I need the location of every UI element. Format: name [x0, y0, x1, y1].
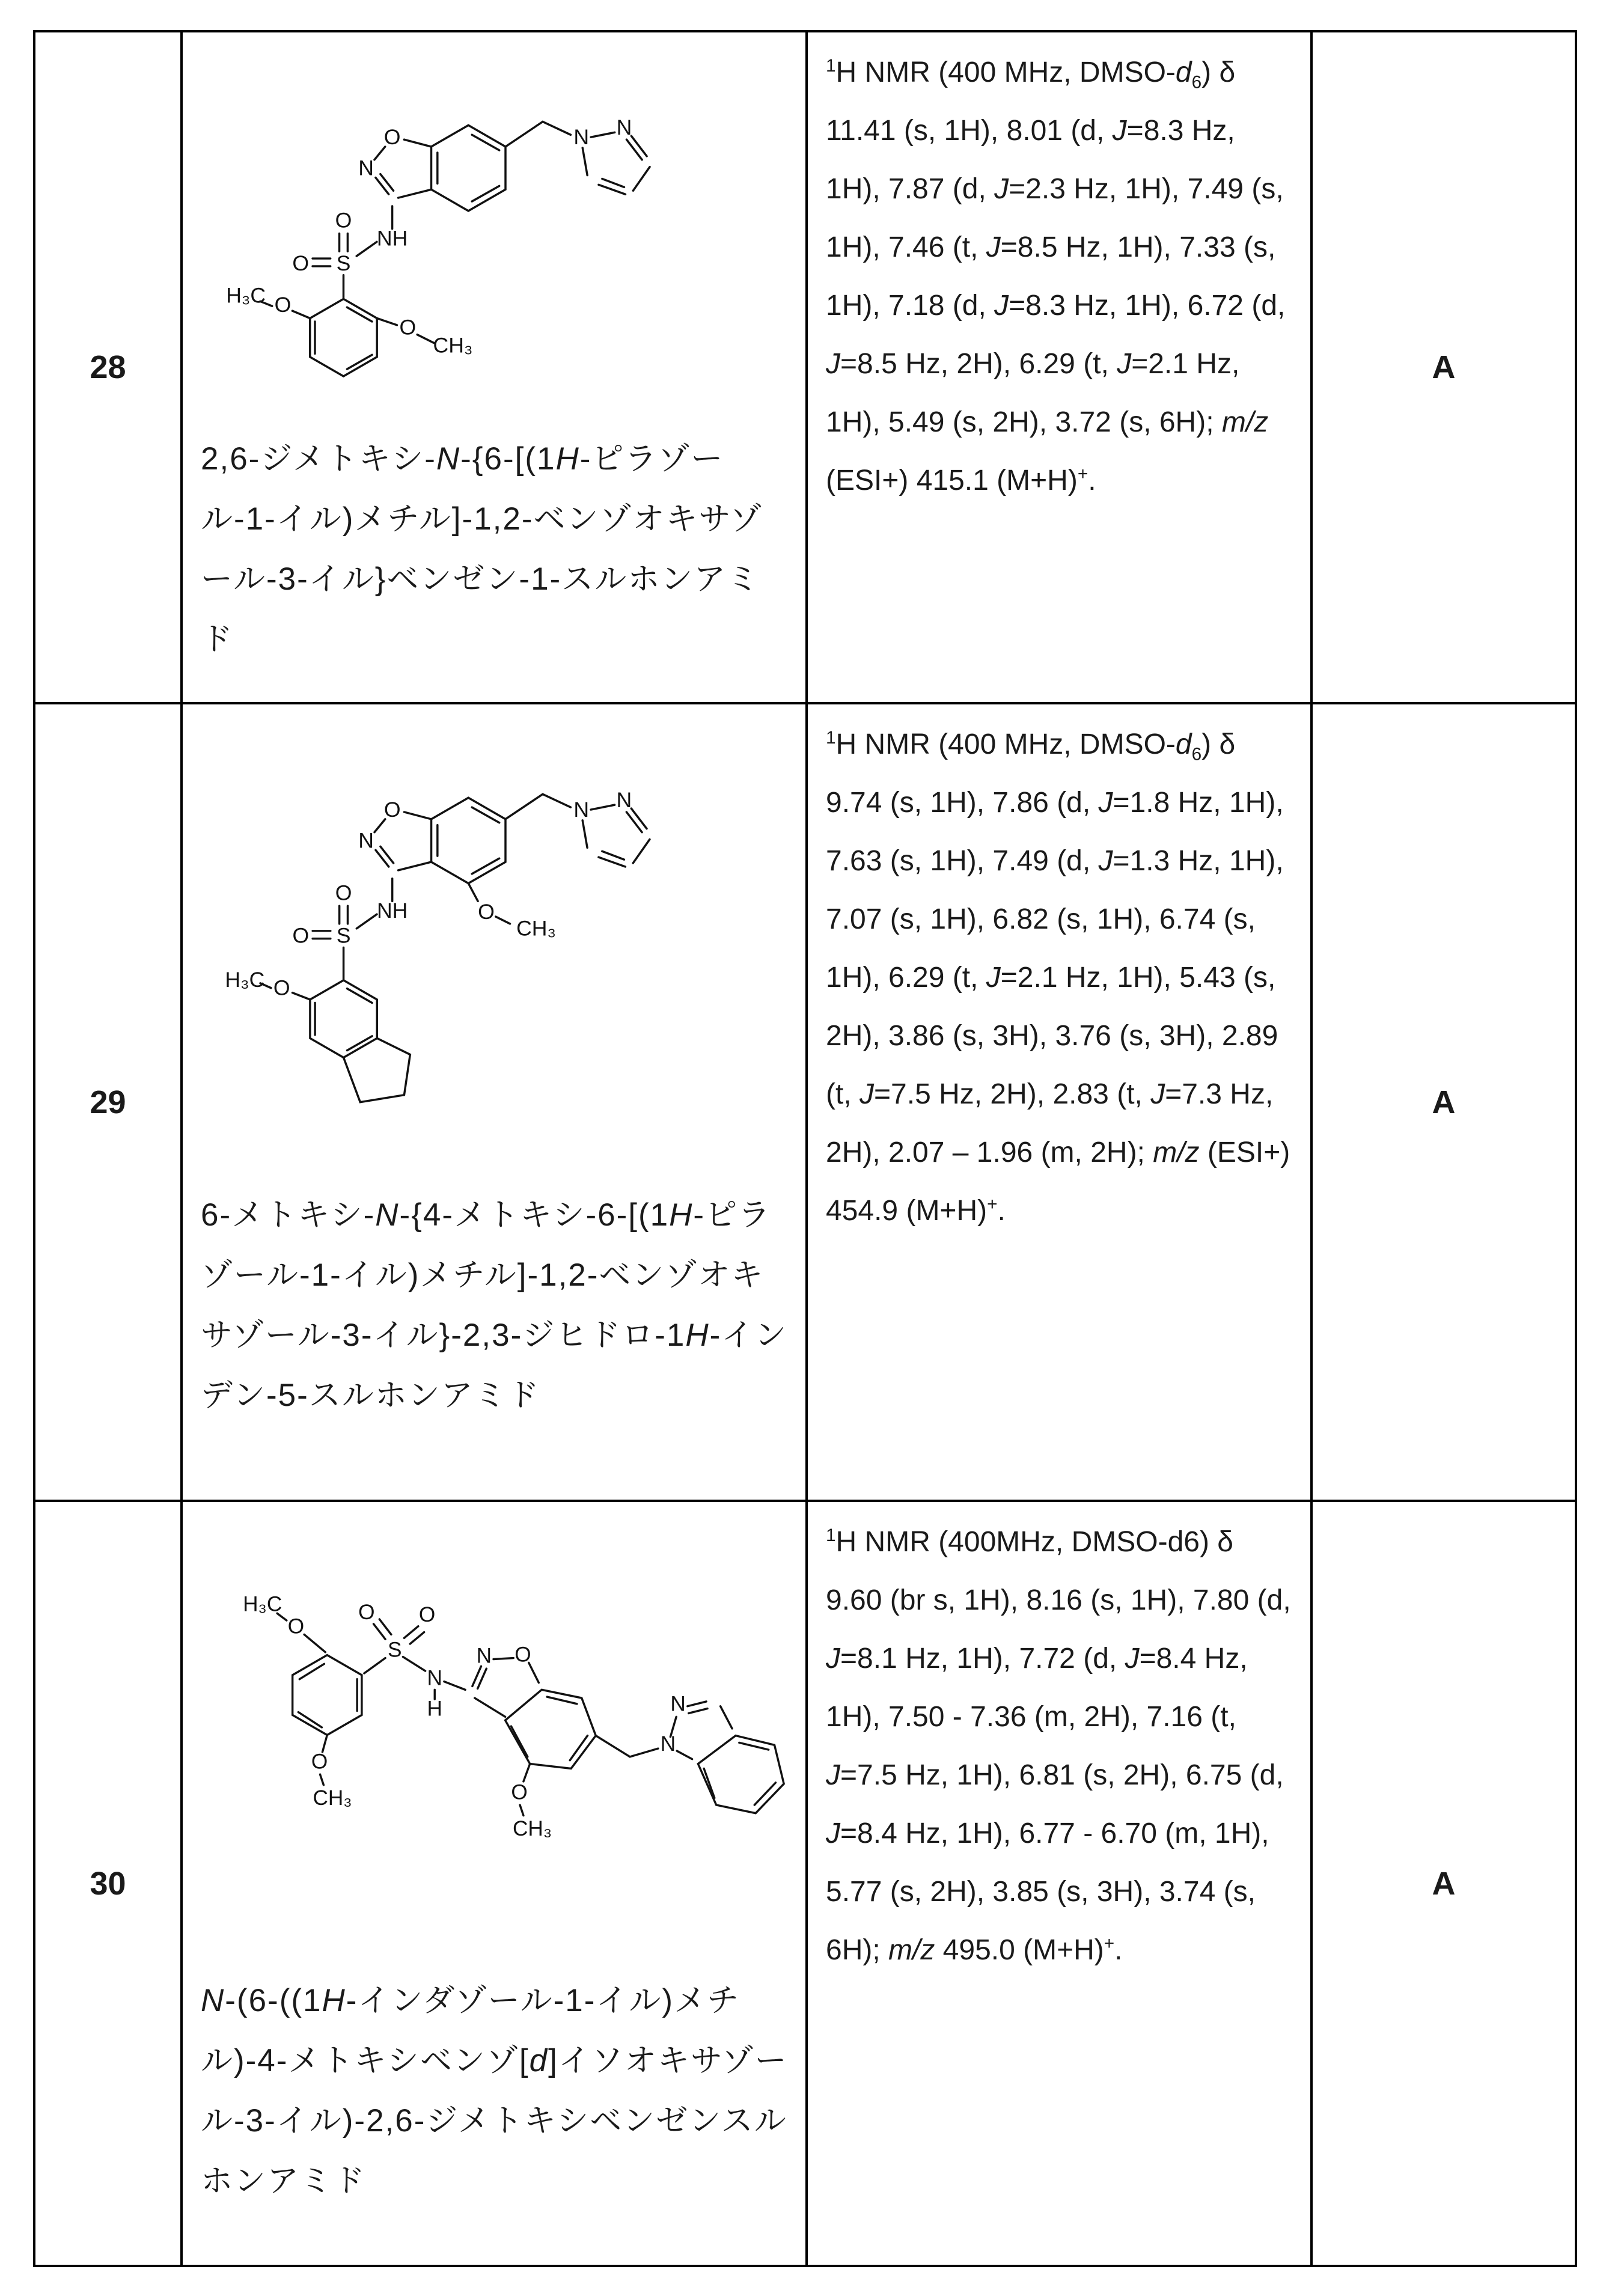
atom-o-sulfonyl-top: O [335, 880, 352, 905]
structure-30-diagram [201, 1574, 789, 1904]
atom-n-indazole-1: N [660, 1732, 676, 1756]
atom-s: S [336, 923, 351, 948]
table-row [34, 703, 1576, 1501]
atom-n-isoxazole: N [476, 1643, 492, 1667]
atom-n-isoxazole: N [358, 156, 374, 180]
atom-n-indazole-2: N [670, 1692, 686, 1716]
structure-28-diagram [201, 85, 766, 382]
atom-o-methoxy-left: O [274, 292, 292, 317]
activity-grade-cell [1311, 31, 1576, 703]
compound-number-cell [34, 31, 182, 703]
table-row [34, 1501, 1576, 2266]
structure-29-diagram [201, 757, 766, 1138]
compound-number: 28 [90, 349, 126, 385]
atom-nh: NH [376, 225, 408, 250]
nmr-text: $^1$H NMR (400 MHz, DMSO-$d_6$) δ 9.74 (s, 1H), 7.86 (d, J=1.8 Hz, 1H), 7.63 (s, 1H), 7.49 (d, J=1.3 Hz, 1H), 7.07 (s, 1H), 6.82 (s, 1H), 6.74 (s, 1H), 6.29 (t, J=2.1 Hz, 1H), 5.43 (s, 2H), 3.86 (s, 3H), 3.76 (s, 3H), 2.89 (t, J=7.5 Hz, 2H), 2.83 (t, J=7.3 Hz, 2H), 2.07 – 1.96 (m, 2H); m/z (ESI+) 454.9 (M+H)+. [826, 728, 1290, 1227]
compound-table [33, 30, 1577, 2267]
atom-o-sulfonyl-left: O [358, 1600, 375, 1624]
activity-grade: A [1432, 349, 1456, 385]
table-row [34, 31, 1576, 703]
atom-s: S [336, 251, 351, 275]
atom-o-methoxy-bottom: O [311, 1749, 328, 1773]
atom-h3c: H₃C [226, 282, 266, 307]
structure-drawing [201, 713, 789, 1182]
atom-o-sulfonyl-left: O [292, 251, 310, 275]
compound-number: 29 [90, 1084, 126, 1120]
atom-o-sulfonyl-top: O [335, 208, 352, 233]
atom-ch3: CH₃ [433, 332, 473, 357]
structure-name-cell [182, 31, 807, 703]
atom-o-sulfonyl-left: O [292, 923, 310, 948]
atom-nh: NH [376, 898, 408, 923]
compound-number-cell [34, 1501, 182, 2266]
compound-number: 30 [90, 1865, 126, 1902]
structure-name-cell [182, 1501, 807, 2266]
atom-o-methoxy-right: O [399, 315, 417, 340]
atom-n-isoxazole: N [358, 828, 374, 852]
nmr-cell [807, 703, 1311, 1501]
atom-o-isoxazole: O [383, 124, 401, 149]
atom-o-methoxy-indane: O [273, 975, 290, 1000]
compound-number-cell [34, 703, 182, 1501]
atom-n-sulfonamide: N [427, 1666, 442, 1690]
atom-ch3-bottom: CH₃ [313, 1786, 352, 1810]
atom-ch3-4: CH₃ [513, 1816, 552, 1840]
atom-o-sulfonyl-right: O [418, 1602, 436, 1626]
atom-o-isoxazole: O [383, 797, 401, 822]
activity-grade-cell [1311, 703, 1576, 1501]
atom-n-pyrazole-2: N [616, 787, 632, 812]
nmr-cell [807, 1501, 1311, 2266]
nmr-text: $^1$H NMR (400 MHz, DMSO-$d_6$) δ 11.41 (s, 1H), 8.01 (d, J=8.3 Hz, 1H), 7.87 (d, J=2.3 Hz, 1H), 7.49 (s, 1H), 7.46 (t, J=8.5 Hz, 1H), 7.33 (s, 1H), 7.18 (d, J=8.3 Hz, 1H), 6.72 (d, J=8.5 Hz, 2H), 6.29 (t, J=2.1 Hz, 1H), 5.49 (s, 2H), 3.72 (s, 6H); m/z (ESI+) 415.1 (M+H)+. [826, 56, 1286, 496]
atom-ch3-ar: CH₃ [516, 916, 556, 941]
atom-h3c: H₃C [225, 967, 265, 992]
atom-n-pyrazole-1: N [573, 124, 590, 149]
compound-name: 6-メトキシ-N-{4-メトキシ-6-[(1H-ピラゾール-1-イル)メチル]-1,2-ベンゾオキサゾール-3-イル}-2,3-ジヒドロ-1H-インデン-5-スルホンアミド [201, 1197, 788, 1413]
atom-o-methoxy-4: O [511, 1780, 528, 1804]
compound-name: N-(6-((1H-インダゾール-1-イル)メチル)-4-メトキシベンゾ[d]イソオキサゾール-3-イル)-2,6-ジメトキシベンゼンスルホンアミド [201, 1983, 788, 2199]
atom-o-isoxazole: O [514, 1642, 531, 1666]
atom-o-methoxy-top: O [287, 1614, 305, 1638]
structure-drawing [201, 41, 789, 426]
atom-h-sulfonamide: H [427, 1696, 442, 1720]
compound-name: 2,6-ジメトキシ-N-{6-[(1H-ピラゾール-1-イル)メチル]-1,2-ベンゾオキサゾール-3-イル}ベンゼン-1-スルホンアミド [201, 441, 763, 657]
nmr-cell [807, 31, 1311, 703]
atom-s: S [387, 1638, 402, 1662]
atom-h3c: H₃C [243, 1592, 282, 1616]
activity-grade: A [1432, 1084, 1456, 1120]
atom-n-pyrazole-2: N [616, 115, 632, 139]
bond-lines [260, 794, 650, 1102]
atom-n-pyrazole-1: N [573, 797, 590, 822]
activity-grade: A [1432, 1865, 1456, 1902]
structure-name-cell [182, 703, 807, 1501]
structure-drawing [201, 1510, 789, 1967]
nmr-text: $^1$H NMR (400MHz, DMSO-d6) δ 9.60 (br s, 1H), 8.16 (s, 1H), 7.80 (d, J=8.1 Hz, 1H), 7.72 (d, J=8.4 Hz, 1H), 7.50 - 7.36 (m, 2H), 7.16 (t, J=7.5 Hz, 1H), 6.81 (s, 2H), 6.75 (d, J=8.4 Hz, 1H), 6.77 - 6.70 (m, 1H), 5.77 (s, 2H), 3.85 (s, 3H), 3.74 (s, 6H); m/z 495.0 (M+H)+. [826, 1525, 1291, 1966]
atom-o-methoxy-ar: O [478, 899, 495, 924]
activity-grade-cell [1311, 1501, 1576, 2266]
